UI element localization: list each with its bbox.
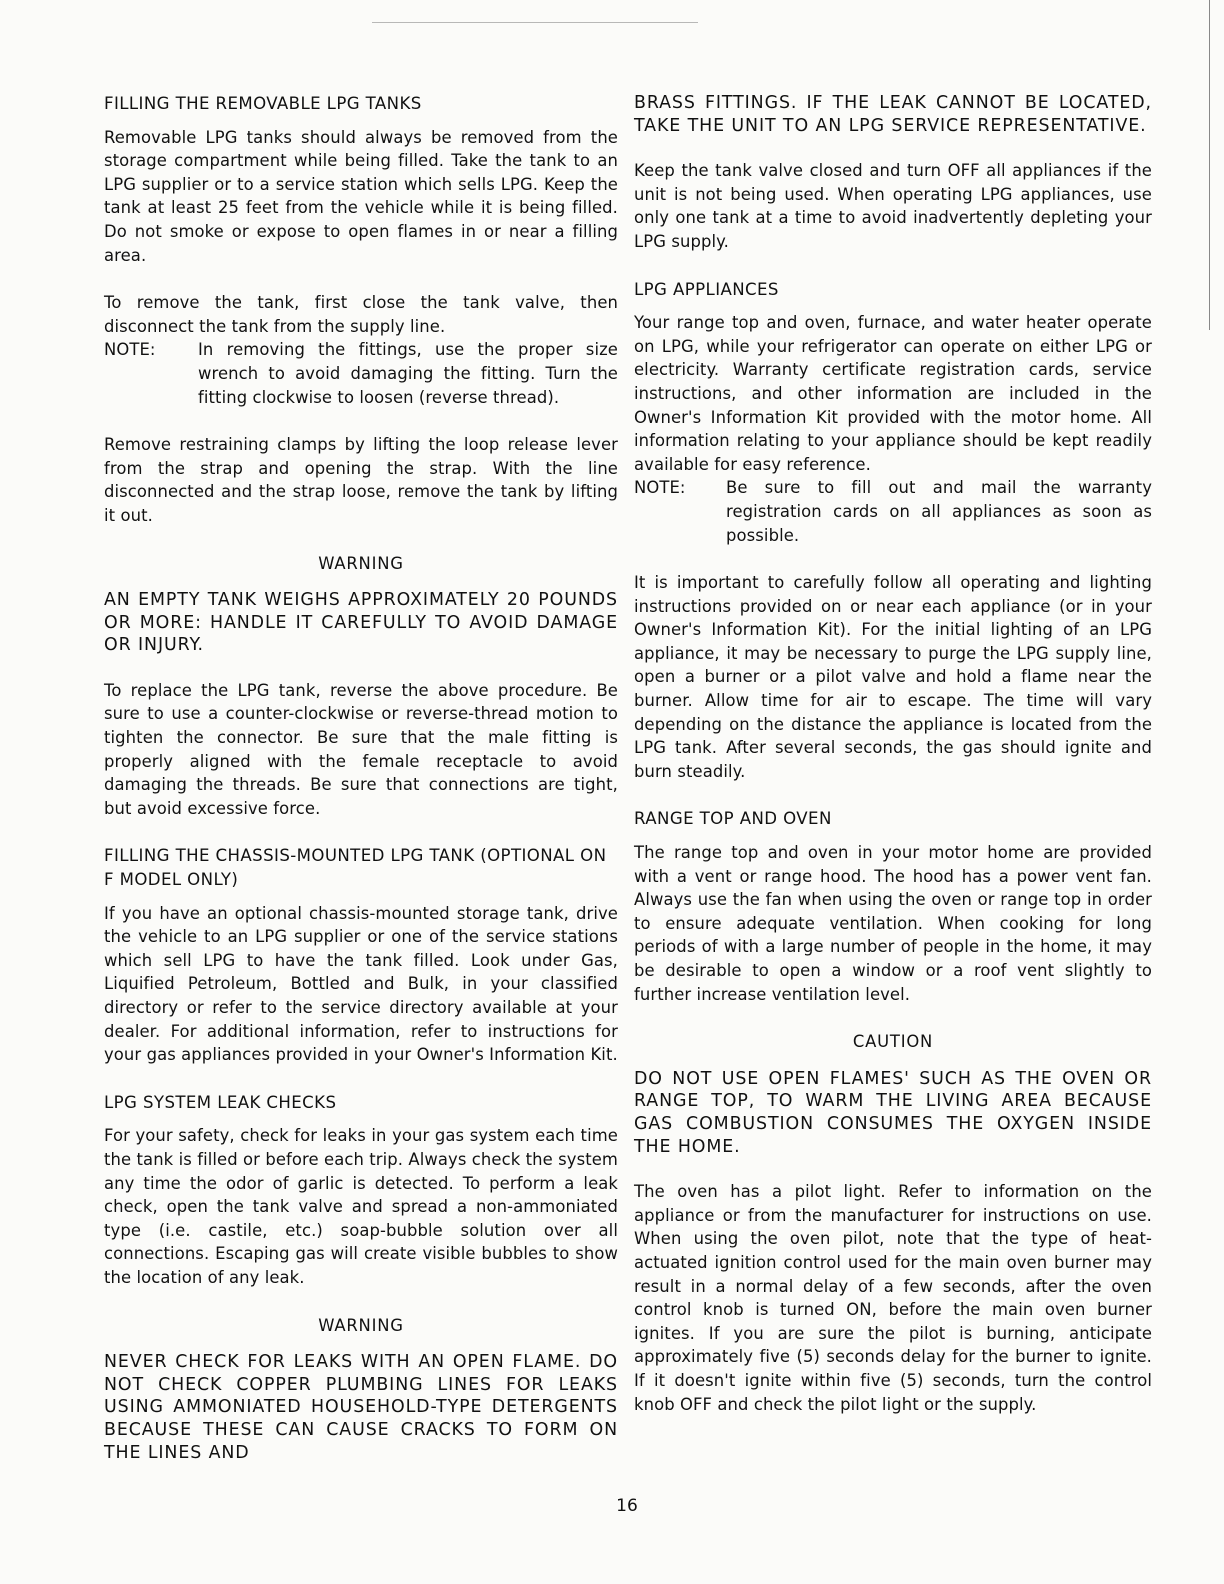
para-leak-checks: For your safety, check for leaks in your gas system each time the tank is filled or before each trip. Always check the system any time the odor of garlic is detected. To perform a leak check, open the tank valve and spread a non-ammoniated type (i.e. castile, etc.) soap-bubble solution over all connections. Escaping gas will create visible bubbles to show the location of any leak. [104,1126,618,1287]
warning-empty-tank: AN EMPTY TANK WEIGHS APPROXIMATELY 20 POUNDS OR MORE: HANDLE IT CAREFULLY TO AVOID DAMAGE OR INJURY. [104,590,618,656]
scan-edge-line [1209,0,1210,330]
para-range-hood: The range top and oven in your motor home are provided with a vent or range hood. The hood has a power vent fan. Always use the fan when using the oven or range top in order to ensure adequate ventilation. When cooking for long periods of with a large number of people in the home, it may be desirable to open a window or a roof vent slightly to further increase ventilation level. [634,843,1152,1004]
para-restraining-clamps: Remove restraining clamps by lifting the loop release lever from the strap and opening the strap. With the line disconnected and the strap loose, remove the tank by lifting it out. [104,435,618,525]
para-chassis-tank: If you have an optional chassis-mounted storage tank, drive the vehicle to an LPG supplier or one of the service stations which sell LPG to have the tank filled. Look under Gas, Liquified Petroleum, Bottled and Bulk, in your classified directory or refer to the service directory available at your dealer. For additional information, refer to instructions for your gas appliances provided in your Owner's Information Kit. [104,903,618,1065]
para-lighting-instructions: It is important to carefully follow all operating and lighting instructions provided on or near each appliance (or in your Owner's Information Kit). For the initial lighting of an LPG appliance, it may be necessary to purge the LPG supply line, open a burner or a pilot valve and hold a flame near the burner. Allow time for air to escape. The time will vary depending on the distance the appliance is located from the LPG tank. After several seconds, the gas should ignite and burn steadily. [634,573,1152,781]
para-tank-valve: Keep the tank valve closed and turn OFF all appliances if the unit is not being used. When operating LPG appliances, use only one tank at a time to avoid inadvertently depleting your LPG supply. [634,161,1152,251]
page-number: 16 [616,1496,638,1516]
para-remove-tank: To remove the tank, first close the tank valve, then disconnect the tank from the supply line. [104,293,618,336]
warning-title: WARNING [318,1315,404,1335]
left-column [104,92,618,1486]
caution-title: CAUTION [852,1032,934,1052]
para-oven-pilot: The oven has a pilot light. Refer to information on the appliance or from the manufacturer for instructions on use. When using the oven pilot, note that the type of heat-actuated ignition control used for the main oven burner may result in a normal delay of a few seconds, after the oven control knob is turned ON, before the main oven burner ignites. If you are sure the pilot is burning, anticipate approximately five (5) seconds delay for the burner to ignite. If it doesn't ignite within five (5) seconds, turn the control knob OFF and check the pilot light or the supply. [634,1182,1152,1414]
note-text: Be sure to fill out and mail the warranty registration cards on all appliances as soon as possible. [726,478,1152,545]
heading-range-top: RANGE TOP AND OVEN [634,809,832,829]
heading-filling-chassis: FILLING THE CHASSIS-MOUNTED LPG TANK (OPTIONAL ON F MODEL ONLY) [104,846,607,890]
para-removable-intro: Removable LPG tanks should always be removed from the storage compartment while being filled. Take the tank to an LPG supplier or to a service station which sells LPG. Keep the tank at least 25 feet from the vehicle while it is being filled. Do not smoke or expose to open flames in or near a filling area. [104,127,618,265]
warning-continued: BRASS FITTINGS. IF THE LEAK CANNOT BE LOCATED, TAKE THE UNIT TO AN LPG SERVICE REPRESENTATIVE. [634,93,1152,136]
note-fittings [104,338,618,409]
right-column [634,92,1152,1440]
heading-lpg-appliances: LPG APPLIANCES [634,279,779,299]
scan-mark-top [372,22,698,23]
note-text: In removing the fittings, use the proper size wrench to avoid damaging the fitting. Turn the fitting clockwise to loosen (reverse thread). [198,340,618,407]
heading-leak-checks: LPG SYSTEM LEAK CHECKS [104,1092,337,1112]
caution-open-flames: DO NOT USE OPEN FLAMES' SUCH AS THE OVEN OR RANGE TOP, TO WARM THE LIVING AREA BECAUSE GAS COMBUSTION CONSUMES THE OXYGEN INSIDE THE HOME. [634,1068,1152,1157]
warning-title: WARNING [318,553,404,573]
heading-filling-removable: FILLING THE REMOVABLE LPG TANKS [104,94,422,113]
note-label: NOTE: [634,478,686,498]
note-warranty [634,476,1152,547]
para-replace-tank: To replace the LPG tank, reverse the above procedure. Be sure to use a counter-clockwise or reverse-thread motion to tighten the connector. Be sure that the male fitting is properly aligned with the female receptacle to avoid damaging the threads. Be sure that connections are tight, but avoid excessive force. [104,680,618,818]
note-label: NOTE: [104,340,156,360]
warning-open-flame: NEVER CHECK FOR LEAKS WITH AN OPEN FLAME. DO NOT CHECK COPPER PLUMBING LINES FOR LEAKS USING AMMONIATED HOUSEHOLD-TYPE DETERGENTS BECAUSE THESE CAN CAUSE CRACKS TO FORM ON THE LINES AND [104,1352,618,1463]
para-appliances: Your range top and oven, furnace, and water heater operate on LPG, while your refrigerator can operate on either LPG or electricity. Warranty certificate registration cards, service instructions, and other information are included in the Owner's Information Kit provided with the motor home. All information relating to your appliance should be kept readily available for easy reference. [634,313,1152,474]
